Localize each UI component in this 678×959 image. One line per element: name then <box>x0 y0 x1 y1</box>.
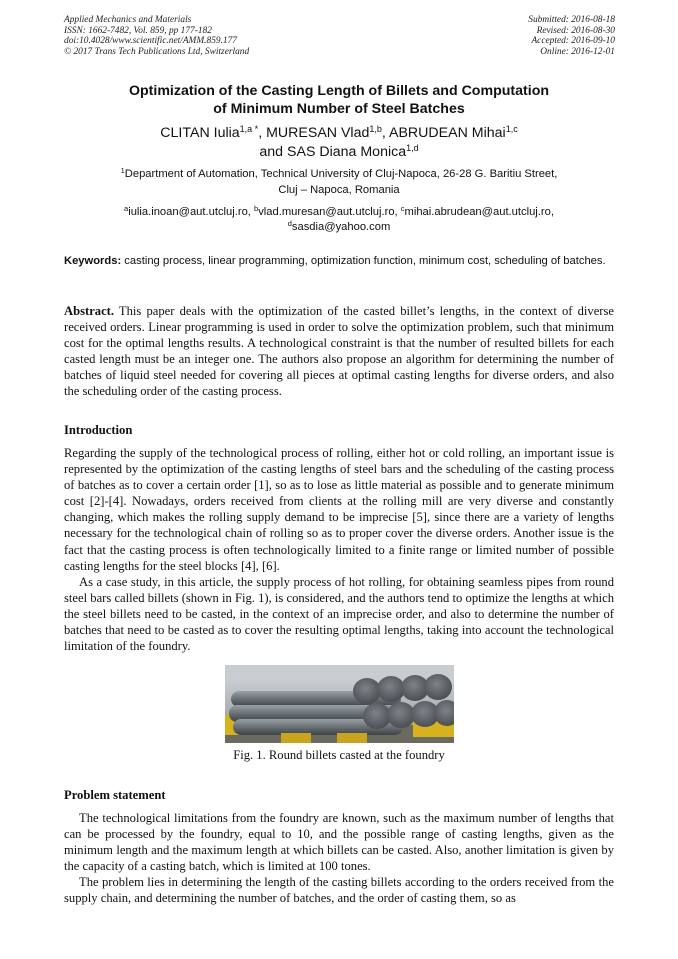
title-line-2: of Minimum Number of Steel Batches <box>213 100 465 117</box>
affiliation-text: Department of Automation, Technical University of Cluj-Napoca, 26-28 G. Baritiu Street, <box>124 168 558 180</box>
author-superscript: 1,b <box>369 124 382 134</box>
introduction-body <box>64 445 614 654</box>
submitted-date: Submitted: 2016-08-18 <box>528 15 615 25</box>
paragraph: Regarding the supply of the technological process of rolling, either hot or cold rolling, an important issue is represented by the optimization of the casting lengths of steel bars and the scheduling of the casting process of batches as to cover a certain order [1], so as to lose as little material as possible and to generate minimum cost [2]-[4]. Nowadays, orders received from clients at the rolling mill are very diverse and constantly changing, which makes the rolling supply demand to be imprecise [5], since there are a variety of lengths necessary for the technological chain of rolling so as to proper cover the diverse orders. Another issue is the fact that the casting process is often technologically limited to a finite range or limited number of possible casting lengths for the steel blocks [4], [6]. <box>64 446 614 573</box>
journal-info <box>64 15 249 57</box>
author-name: CLITAN Iulia <box>160 125 240 141</box>
keywords-text: casting process, linear programming, optimization function, minimum cost, scheduling of batches. <box>121 255 606 267</box>
abstract-label: Abstract. <box>64 304 115 318</box>
email-superscript: d <box>287 219 292 228</box>
authors-line-2 <box>64 143 614 162</box>
introduction-heading: Introduction <box>64 423 133 437</box>
billets-photo-image <box>225 665 454 743</box>
submission-dates <box>528 15 615 57</box>
title-line-1: Optimization of the Casting Length of Billets and Computation <box>128 83 550 99</box>
accepted-date: Accepted: 2016-09-10 <box>531 36 615 47</box>
email-link[interactable]: vlad.muresan@aut.utcluj.ro, <box>258 206 401 218</box>
authors-line-1 <box>64 124 614 143</box>
problem-statement-body <box>64 810 614 907</box>
abstract-text: This paper deals with the optimization of the casted billet’s lengths, in the context of diverse received orders. Linear programming is used in order to solve the optimization problem, such that minimum cost for the optimal lengths results. A technological constraint is that the number of resulted billets for each casted length must be an integer one. The authors also propose an algorithm for determining the number of batches of liquid steel needed for covering all pieces at optimal casting lengths for diverse orders, and also the scheduling order of the casting process. <box>64 304 614 399</box>
author-list <box>64 124 614 161</box>
figure-billets-photo <box>225 665 454 743</box>
affiliation-line-1 <box>64 167 614 183</box>
email-list <box>64 205 614 235</box>
issn-line: ISSN: 1662-7482, Vol. 859, pp 177-182 <box>64 25 212 36</box>
abstract <box>64 303 614 400</box>
keywords-label: Keywords: <box>64 255 122 267</box>
author-separator: , <box>381 125 389 141</box>
author-name: MURESAN Vlad <box>266 125 370 141</box>
affiliation-line-2: Cluj – Napoca, Romania <box>278 183 400 196</box>
email-link[interactable]: iulia.inoan@aut.utcluj.ro, <box>128 206 255 218</box>
email-superscript: b <box>254 204 259 213</box>
email-link[interactable]: mihai.abrudean@aut.utcluj.ro, <box>404 206 554 218</box>
journal-name: Applied Mechanics and Materials <box>64 15 192 25</box>
affiliation <box>64 167 614 198</box>
keywords <box>64 254 614 270</box>
copyright-line: © 2017 Trans Tech Publications Ltd, Switzerland <box>64 46 250 57</box>
author-superscript: 1,c <box>505 124 518 134</box>
paragraph: As a case study, in this article, the supply process of hot rolling, for obtaining seamless pipes from round steel bars called billets (shown in Fig. 1), is considered, and the authors tend to optimize the lengths at which the steel billets need to be casted, in the context of an imprecise order, and also to determine the number of batches that need to be casted as to cover the resulting optimal lengths, taking into account the technological limitation of the foundry. <box>64 574 614 654</box>
doi-line[interactable]: doi:10.4028/www.scientific.net/AMM.859.177 <box>64 36 237 47</box>
author-superscript: 1,d <box>406 142 419 153</box>
figure-caption: Fig. 1. Round billets casted at the foundry <box>233 748 445 762</box>
paragraph: The problem lies in determining the length of the casting billets according to the orders received from the supply chain, and determining the number of batches, and the order of casting them, so as <box>64 875 614 906</box>
email-link[interactable]: sasdia@yahoo.com <box>291 221 391 233</box>
email-superscript: a <box>124 204 129 213</box>
paper-title <box>64 83 614 118</box>
email-superscript: c <box>400 204 405 213</box>
author-name: ABRUDEAN Mihai <box>389 125 506 141</box>
author-separator: , <box>258 125 267 141</box>
online-date: Online: 2016-12-01 <box>540 46 615 57</box>
author-superscript: 1,a * <box>239 124 259 134</box>
revised-date: Revised: 2016-08-30 <box>536 25 615 36</box>
author-conjunction: and <box>259 143 288 160</box>
author-name: SAS Diana Monica <box>287 143 407 160</box>
emails-line-1 <box>64 205 614 220</box>
paragraph: The technological limitations from the foundry are known, such as the maximum number of lengths that can be processed by the foundry, equal to 10, and the possible range of casting lengths, given as the minimum length and the maximum length at which billets can be casted. Also, another limitation is given by the capacity of a casting batch, which is limited at 100 tones. <box>64 811 614 874</box>
affiliation-superscript: 1 <box>120 166 125 175</box>
emails-line-2 <box>64 220 614 235</box>
problem-statement-heading: Problem statement <box>64 788 166 802</box>
